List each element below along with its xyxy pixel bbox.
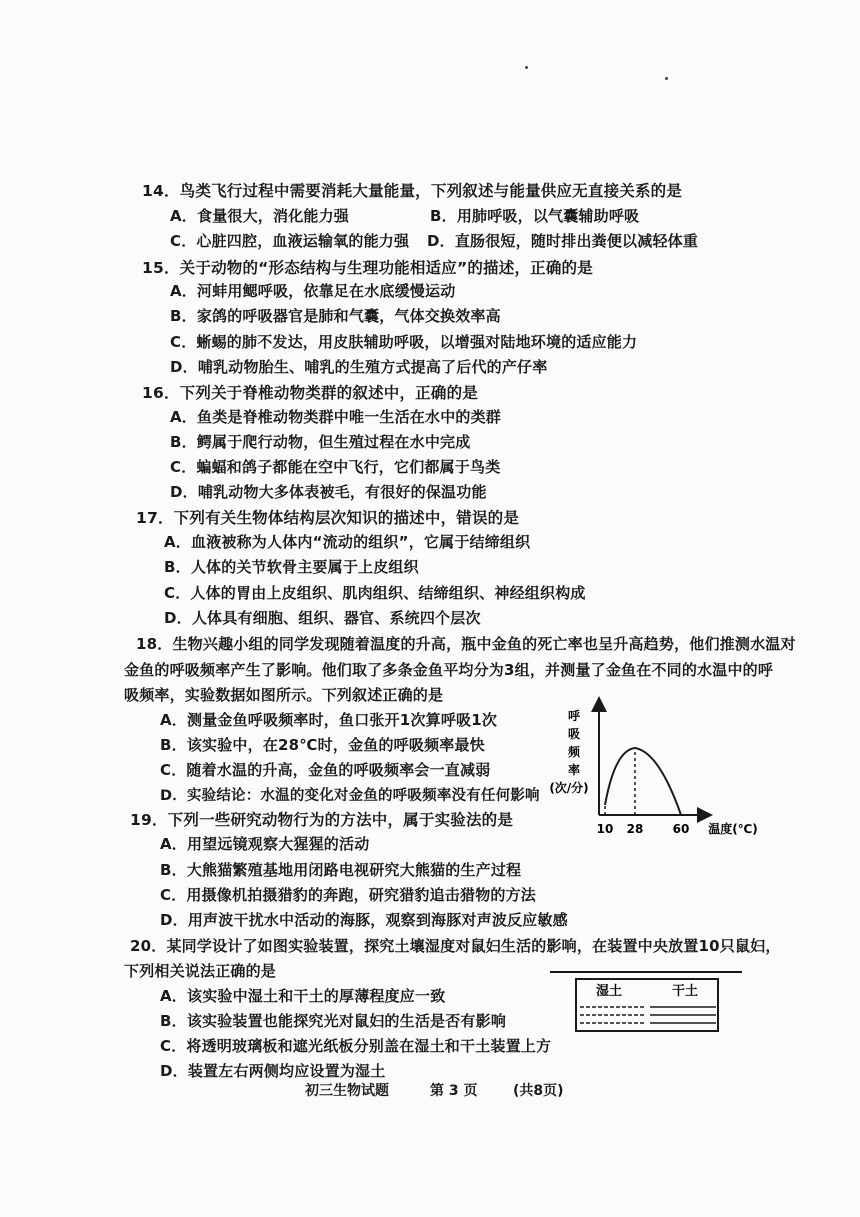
question-15-stem: 15．关于动物的“形态结构与生理功能相适应”的描述，正确的是 — [142, 259, 593, 277]
x-tick-label: 10 — [596, 822, 614, 836]
question-18-option-d: D．实验结论：水温的变化对金鱼的呼吸频率没有任何影响 — [160, 788, 540, 804]
y-unit-label: (次/分) — [549, 781, 589, 795]
y-label-char: 呼 — [567, 709, 581, 723]
respiration-rate-chart — [545, 700, 765, 850]
footer-subject: 初三生物试题 — [305, 1083, 389, 1099]
footer-total-pages: (共8页) — [513, 1083, 564, 1099]
question-16-option-c: C．蝙蝠和鸽子都能在空中飞行，它们都属于鸟类 — [170, 458, 501, 476]
question-18-option-a: A．测量金鱼呼吸频率时，鱼口张开1次算呼吸1次 — [160, 711, 498, 729]
question-20-option-d: D．装置左右两侧均应设置为湿土 — [160, 1062, 386, 1080]
question-16-option-b: B．鳄属于爬行动物，但生殖过程在水中完成 — [170, 433, 471, 451]
x-tick-label: 60 — [672, 822, 690, 836]
question-18-stem-line-3: 吸频率，实验数据如图所示。下列叙述正确的是 — [124, 686, 444, 704]
question-18-option-b: B．该实验中，在28℃时，金鱼的呼吸频率最快 — [160, 736, 485, 754]
question-16-stem: 16．下列关于脊椎动物类群的叙述中，正确的是 — [142, 384, 478, 402]
question-15-option-b: B．家鸽的呼吸器官是肺和气囊，气体交换效率高 — [170, 307, 501, 325]
y-label-char: 频 — [567, 745, 581, 759]
question-20-option-c: C．将透明玻璃板和遮光纸板分别盖在湿土和干土装置上方 — [160, 1037, 552, 1055]
question-17-stem: 17．下列有关生物体结构层次知识的描述中，错误的是 — [136, 509, 520, 527]
question-19-option-c: C．用摄像机拍摄猎豹的奔跑，研究猎豹追击猎物的方法 — [160, 886, 537, 904]
question-14-option-c: C．心脏四腔，血液运输氧的能力强 — [170, 232, 410, 250]
question-18-stem-line-2: 金鱼的呼吸频率产生了影响。他们取了多条金鱼平均分为3组，并测量了金鱼在不同的水温中的呼 — [124, 661, 774, 679]
y-label-char: 吸 — [567, 727, 581, 741]
question-18-option-c: C．随着水温的升高，金鱼的呼吸频率会一直减弱 — [160, 761, 491, 779]
question-19-option-d: D．用声波干扰水中活动的海豚，观察到海豚对声波反应敏感 — [160, 911, 568, 929]
footer-page-number: 第 3 页 — [430, 1083, 478, 1099]
question-14-option-d: D．直肠很短，随时排出粪便以减轻体重 — [427, 232, 699, 250]
y-label-char: 率 — [567, 763, 581, 777]
scan-speck — [665, 77, 668, 80]
question-14-option-b: B．用肺呼吸，以气囊辅助呼吸 — [430, 207, 640, 225]
question-17-option-a: A．血液被称为人体内“流动的组织”，它属于结缔组织 — [164, 533, 531, 551]
scan-speck — [525, 66, 528, 69]
question-19-option-a: A．用望远镜观察大猩猩的活动 — [160, 835, 370, 853]
question-18-stem-line-1: 18．生物兴趣小组的同学发现随着温度的升高，瓶中金鱼的死亡率也呈升高趋势，他们推测水温对 — [136, 635, 796, 653]
question-19-stem: 19．下列一些研究动物行为的方法中，属于实验法的是 — [130, 811, 514, 829]
dry-soil-label: 干土 — [672, 984, 699, 999]
question-14-stem: 14．鸟类飞行过程中需要消耗大量能量，下列叙述与能量供应无直接关系的是 — [142, 182, 683, 200]
question-15-option-a: A．河蚌用鳃呼吸，依靠足在水底缓慢运动 — [170, 282, 456, 300]
question-17-option-b: B．人体的关节软骨主要属于上皮组织 — [164, 558, 419, 576]
question-15-option-c: C．蜥蜴的肺不发达，用皮肤辅助呼吸，以增强对陆地环境的适应能力 — [170, 333, 638, 351]
question-17-option-d: D．人体具有细胞、组织、器官、系统四个层次 — [164, 609, 481, 627]
question-16-option-a: A．鱼类是脊椎动物类群中唯一生活在水中的类群 — [170, 408, 502, 426]
question-14-option-a: A．食量很大，消化能力强 — [170, 207, 350, 225]
x-tick-label: 28 — [626, 822, 644, 836]
question-20-stem-line-2: 下列相关说法正确的是 — [124, 962, 277, 980]
wet-soil-label: 湿土 — [596, 984, 623, 999]
question-16-option-d: D．哺乳动物大多体表被毛，有很好的保温功能 — [170, 483, 487, 501]
question-20-option-b: B．该实验装置也能探究光对鼠妇的生活是否有影响 — [160, 1012, 507, 1030]
question-15-option-d: D．哺乳动物胎生、哺乳的生殖方式提高了后代的产仔率 — [170, 358, 548, 376]
question-19-option-b: B．大熊猫繁殖基地用闭路电视研究大熊猫的生产过程 — [160, 861, 522, 879]
question-17-option-c: C．人体的胃由上皮组织、肌肉组织、结缔组织、神经组织构成 — [164, 584, 586, 602]
x-axis-label: 温度(℃) — [708, 822, 758, 836]
question-20-stem-line-1: 20．某同学设计了如图实验装置，探究土壤湿度对鼠妇生活的影响，在装置中央放置10只鼠妇， — [130, 937, 781, 955]
soil-apparatus-diagram — [550, 970, 750, 1040]
respiration-curve — [605, 748, 681, 815]
question-20-option-a: A．该实验中湿土和干土的厚薄程度应一致 — [160, 987, 446, 1005]
